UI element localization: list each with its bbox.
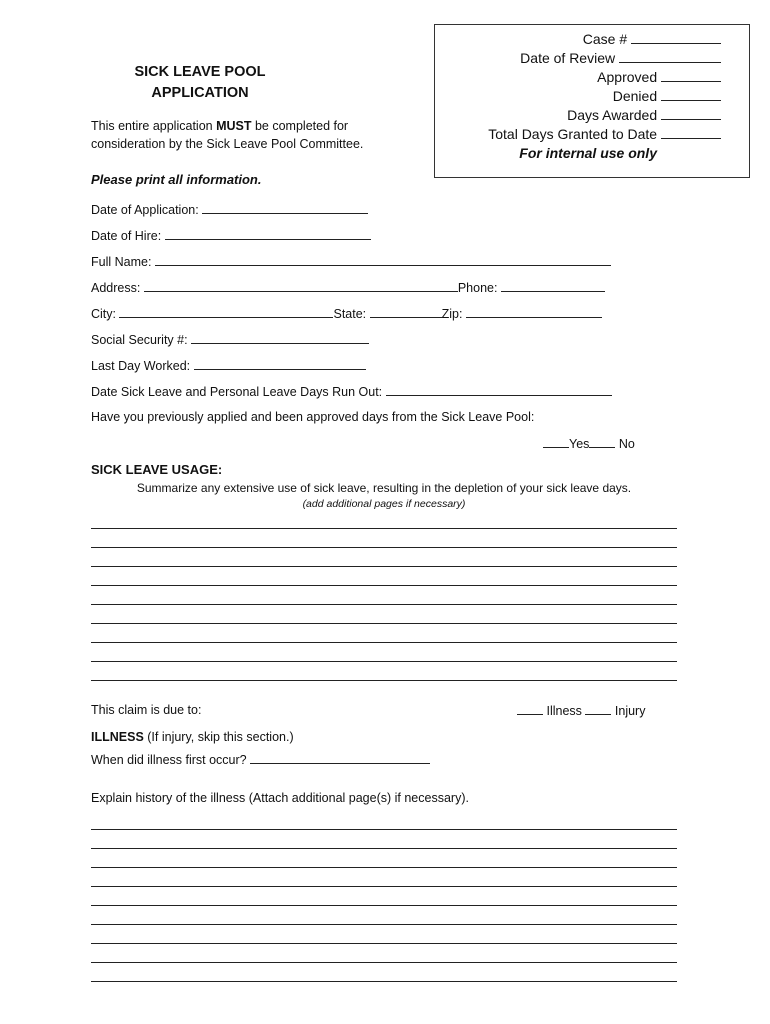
zip-field[interactable] xyxy=(466,306,602,318)
print-note: Please print all information. xyxy=(91,172,262,187)
usage-instruction: Summarize any extensive use of sick leave, resulting in the depletion of your sick leave days. xyxy=(136,481,632,495)
date-of-review-field[interactable]: Date of Review xyxy=(520,50,721,66)
usage-line[interactable] xyxy=(91,680,677,681)
state-label: State: xyxy=(333,307,367,321)
total-days-field[interactable]: Total Days Granted to Date xyxy=(488,126,721,142)
usage-heading: SICK LEAVE USAGE: xyxy=(91,462,223,477)
illness-first-occur-field[interactable]: When did illness first occur? xyxy=(91,752,430,767)
usage-line[interactable] xyxy=(91,604,677,605)
history-line[interactable] xyxy=(91,867,677,868)
history-line[interactable] xyxy=(91,829,677,830)
history-line[interactable] xyxy=(91,981,677,982)
usage-note: (add additional pages if necessary) xyxy=(302,498,466,510)
history-line[interactable] xyxy=(91,905,677,906)
state-field[interactable] xyxy=(370,306,442,318)
illness-history-label: Explain history of the illness (Attach additional page(s) if necessary). xyxy=(91,791,469,805)
illness-heading: ILLNESS (If injury, skip this section.) xyxy=(91,730,294,744)
full-name-field[interactable]: Full Name: xyxy=(91,254,611,269)
claim-choice[interactable]: Illness Injury xyxy=(517,703,645,718)
usage-line[interactable] xyxy=(91,585,677,586)
yes-no-choice[interactable]: Yes No xyxy=(543,436,635,451)
case-number-field[interactable]: Case # xyxy=(583,31,721,47)
usage-line[interactable] xyxy=(91,623,677,624)
usage-line[interactable] xyxy=(91,661,677,662)
ssn-field[interactable]: Social Security #: xyxy=(91,332,369,347)
history-line[interactable] xyxy=(91,924,677,925)
phone-field[interactable] xyxy=(501,280,605,292)
zip-label: Zip: xyxy=(441,307,463,321)
history-line[interactable] xyxy=(91,943,677,944)
history-line[interactable] xyxy=(91,848,677,849)
date-of-hire-field[interactable]: Date of Hire: xyxy=(91,228,371,243)
usage-line[interactable] xyxy=(91,528,677,529)
page-title: SICK LEAVE POOL APPLICATION xyxy=(134,64,266,101)
days-awarded-field[interactable]: Days Awarded xyxy=(567,107,721,123)
history-line[interactable] xyxy=(91,886,677,887)
last-day-worked-field[interactable]: Last Day Worked: xyxy=(91,358,366,373)
history-line[interactable] xyxy=(91,962,677,963)
claim-label: This claim is due to: xyxy=(91,703,202,717)
address-field[interactable]: Address: Phone: xyxy=(91,280,605,295)
intro-text: This entire application MUST be completed for consideration by the Sick Leave Pool Committee. xyxy=(91,119,364,151)
internal-use-box xyxy=(434,24,750,178)
leave-run-out-field[interactable]: Date Sick Leave and Personal Leave Days Run Out: xyxy=(91,384,612,399)
usage-line[interactable] xyxy=(91,547,677,548)
usage-line[interactable] xyxy=(91,642,677,643)
phone-label: Phone: xyxy=(457,281,498,295)
usage-line[interactable] xyxy=(91,566,677,567)
internal-use-note: For internal use only xyxy=(519,145,657,161)
previously-applied-question: Have you previously applied and been approved days from the Sick Leave Pool: xyxy=(91,410,535,424)
denied-field[interactable]: Denied xyxy=(613,88,721,104)
date-of-application-field[interactable]: Date of Application: xyxy=(91,202,368,217)
approved-field[interactable]: Approved xyxy=(597,69,721,85)
city-field[interactable]: City: State: Zip: xyxy=(91,306,602,321)
